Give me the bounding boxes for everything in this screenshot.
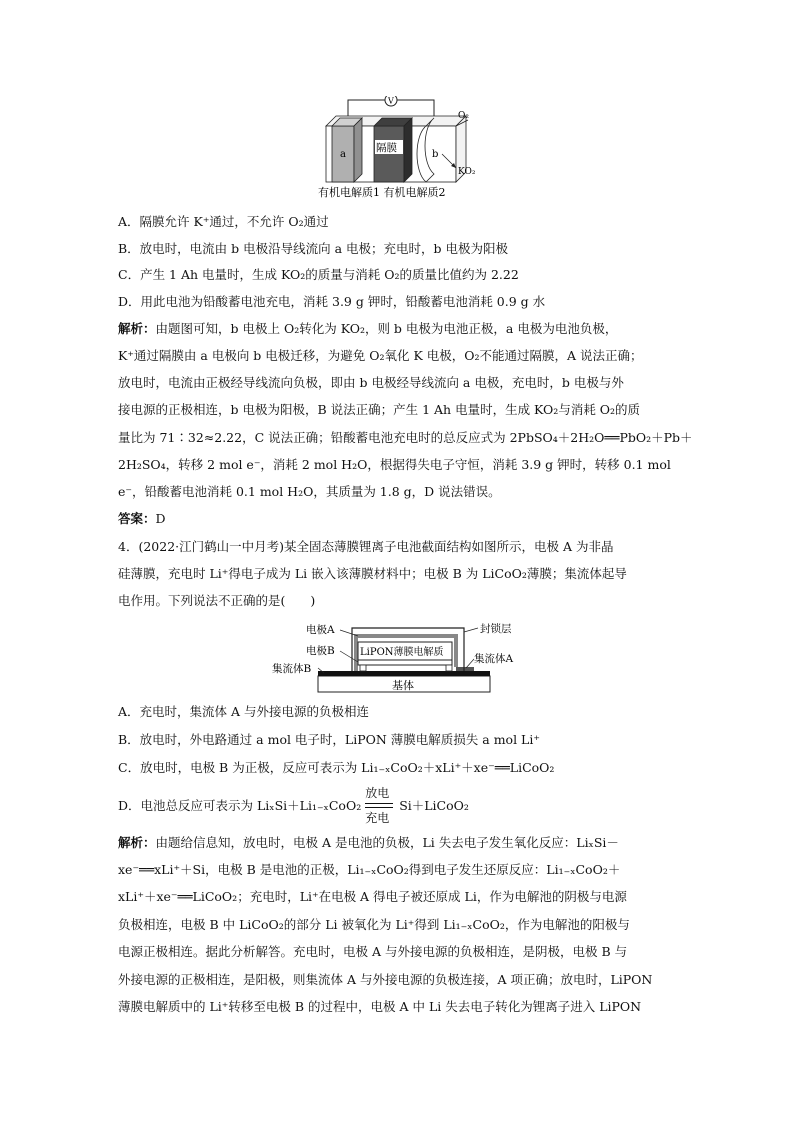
q4-option-a: A．充电时，集流体 A 与外接电源的负极相连 bbox=[118, 704, 370, 719]
electrolyte-label: LiPON薄膜电解质 bbox=[360, 647, 444, 658]
electrode-a-label: a bbox=[340, 149, 346, 160]
q3-option-b: B．放电时，电流由 b 电极沿导线流向 a 电极；充电时，b 电极为阳极 bbox=[118, 241, 509, 256]
q4-analysis-line-5: 电源正极相连。据此分析解答。充电时，电极 A 与外接电源的负极相连，是阴极，电极 B 与 bbox=[118, 944, 628, 959]
charge-label: 充电 bbox=[365, 811, 390, 825]
q3-analysis-label: 解析： bbox=[118, 321, 156, 336]
battery-figure-1 bbox=[318, 96, 508, 200]
q4-analysis-line-6: 外接电源的正极相连，是阳极，则集流体 A 与外接电源的负极连接，A 项正确；放电时，LiPON bbox=[118, 972, 653, 987]
q4-analysis-label: 解析： bbox=[118, 835, 156, 850]
q3-analysis-line-7: e⁻，铅酸蓄电池消耗 0.1 mol H₂O，其质量为 1.8 g，D 说法错误。 bbox=[118, 484, 501, 499]
q3-analysis-line-3: 放电时，电流由正极经导线流向负极，即由 b 电极经导线流向 a 电极，充电时，b 电极与外 bbox=[118, 375, 624, 390]
q3-answer-line bbox=[118, 510, 166, 528]
q4-option-c: C．放电时，电极 B 为正极，反应可表示为 Li₁₋ₓCoO₂＋xLi⁺＋xe⁻══LiCoO₂ bbox=[118, 760, 555, 775]
q4-analysis-line-1 bbox=[118, 834, 619, 852]
q4-option-d-post: Si＋LiCoO₂ bbox=[399, 798, 469, 813]
q3-analysis-line-6: 2H₂SO₄，转移 2 mol e⁻，消耗 2 mol H₂O，根据得失电子守恒，消耗 3.9 g 钾时，转移 0.1 mol bbox=[118, 457, 671, 472]
collector-a-label: 集流体A bbox=[474, 653, 514, 665]
q4-option-d-pre: D．电池总反应可表示为 LiₓSi＋Li₁₋ₓCoO₂ bbox=[118, 798, 362, 813]
battery-figure-2 bbox=[268, 618, 528, 696]
q3-option-d: D．用此电池为铅酸蓄电池充电，消耗 3.9 g 钾时，铅酸蓄电池消耗 0.9 g 水 bbox=[118, 294, 546, 309]
q4-analysis-text-1: 由题给信息知，放电时，电极 A 是电池的负极，Li 失去电子发生氧化反应：LiₓSi－ bbox=[155, 835, 619, 850]
q3-option-a: A．隔膜允许 K⁺通过，不允许 O₂通过 bbox=[118, 214, 329, 229]
seal-layer-label: 封锁层 bbox=[480, 623, 512, 635]
q3-option-c: C．产生 1 Ah 电量时，生成 KO₂的质量与消耗 O₂的质量比值约为 2.22 bbox=[118, 267, 519, 282]
reversible-arrow bbox=[365, 786, 395, 825]
q4-stem-line-2: 硅薄膜，充电时 Li⁺得电子成为 Li 嵌入该薄膜材料中；电极 B 为 LiCoO₂薄膜；集流体起导 bbox=[118, 566, 627, 581]
electrode-a-label: 电极A bbox=[306, 624, 335, 636]
q3-answer-label: 答案： bbox=[118, 511, 156, 526]
q3-answer-value: D bbox=[155, 511, 166, 526]
q4-analysis-line-7: 薄膜电解质中的 Li⁺转移至电极 B 的过程中，电极 A 中 Li 失去电子转化为锂离子进入 LiPON bbox=[118, 999, 642, 1014]
membrane-label: 隔膜 bbox=[376, 142, 397, 154]
q3-analysis-text-1: 由题图可知，b 电极上 O₂转化为 KO₂，则 b 电极为电池正极，a 电极为电池负极， bbox=[155, 321, 618, 336]
q4-stem-line-3: 电作用。下列说法不正确的是( ) bbox=[118, 593, 316, 608]
q4-analysis-line-4: 负极相连，电极 B 中 LiCoO₂的部分 Li 被氧化为 Li⁺得到 Li₁₋ₓCoO₂，作为电解池的阳极与 bbox=[118, 917, 630, 932]
collector-b-label: 集流体B bbox=[272, 663, 312, 675]
voltmeter-label: V bbox=[388, 96, 394, 106]
q3-analysis-line-2: K⁺通过隔膜由 a 电极向 b 电极迁移，为避免 O₂氧化 K 电极，O₂不能通过隔膜，A 说法正确； bbox=[118, 348, 643, 363]
q3-analysis-line-1 bbox=[118, 320, 617, 338]
q4-analysis-line-3: xLi⁺＋xe⁻══LiCoO₂；充电时，Li⁺在电极 A 得电子被还原成 Li，作为电解池的阴极与电源 bbox=[118, 889, 627, 904]
ko2-label: KO₂ bbox=[458, 167, 476, 177]
base-label: 基体 bbox=[392, 679, 414, 692]
discharge-label: 放电 bbox=[365, 786, 390, 800]
electrode-b-label: 电极B bbox=[306, 645, 335, 657]
q4-option-d bbox=[118, 786, 469, 825]
o2-label: O₂ bbox=[458, 111, 469, 121]
q4-analysis-line-2: xe⁻══xLi⁺＋Si，电极 B 是电池的正极，Li₁₋ₓCoO₂得到电子发生还原反应：Li₁₋ₓCoO₂＋ bbox=[118, 862, 621, 877]
q4-stem-line-1: 4．(2022·江门鹤山一中月考)某全固态薄膜锂离子电池截面结构如图所示，电极 A 为非晶 bbox=[118, 539, 614, 554]
q4-option-b: B．放电时，外电路通过 a mol 电子时，LiPON 薄膜电解质损失 a mol Li⁺ bbox=[118, 732, 540, 747]
q3-analysis-line-5: 量比为 71∶32≈2.22，C 说法正确；铅酸蓄电池充电时的总反应式为 2PbSO₄＋2H₂O══PbO₂＋Pb＋ bbox=[118, 430, 693, 445]
q3-analysis-line-4: 接电源的正极相连，b 电极为阳极，B 说法正确；产生 1 Ah 电量时，生成 KO₂与消耗 O₂的质 bbox=[118, 402, 641, 417]
figure1-caption: 有机电解质1 有机电解质2 bbox=[318, 186, 446, 199]
electrode-b-label: b bbox=[432, 149, 439, 160]
